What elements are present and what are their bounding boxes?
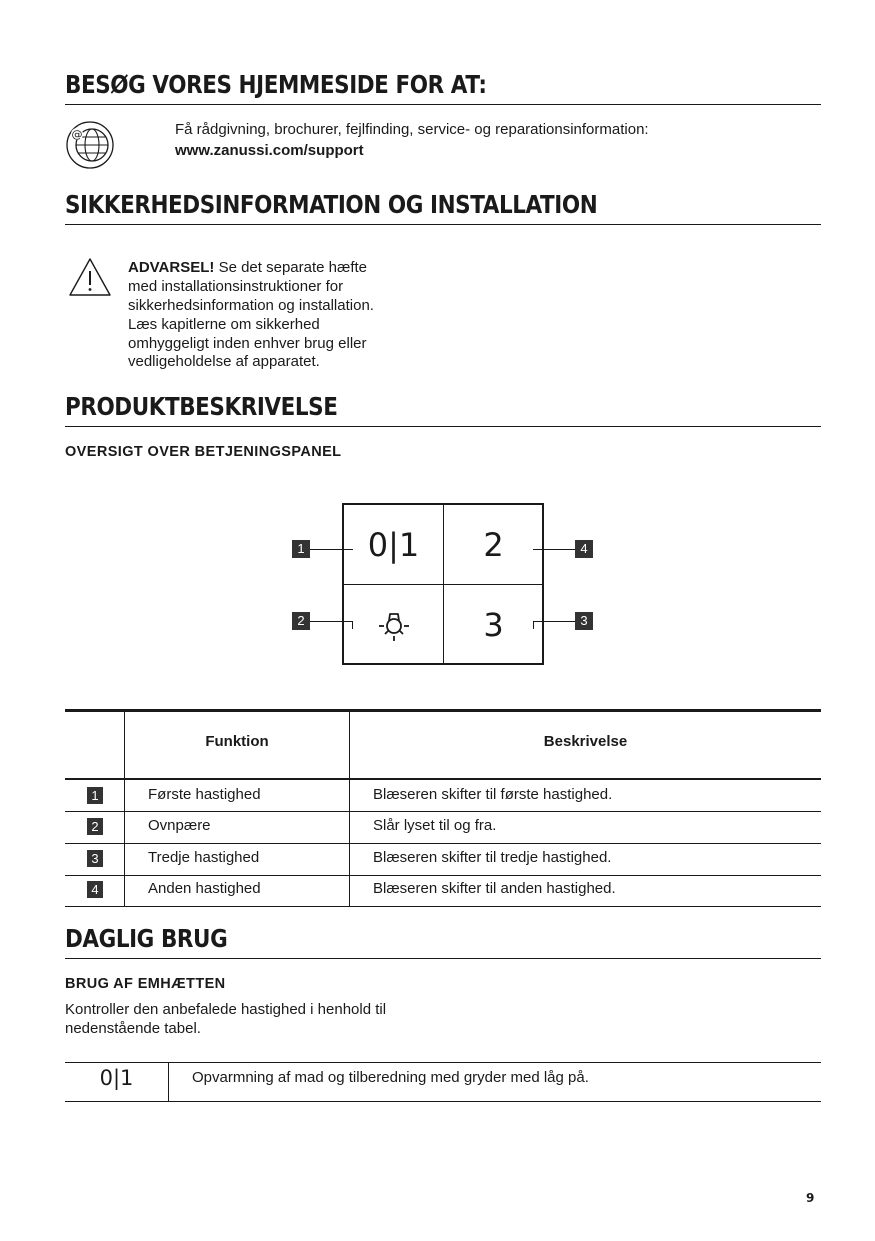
table-border bbox=[65, 778, 821, 780]
column-header-function: Funktion bbox=[205, 733, 269, 750]
table-border bbox=[65, 1101, 821, 1102]
intro-line: nedenstående tabel. bbox=[65, 1020, 201, 1037]
column-header-description: Beskrivelse bbox=[543, 733, 628, 750]
callout-line bbox=[533, 621, 534, 629]
warning-line: Læs kapitlerne om sikkerhed bbox=[128, 316, 320, 333]
warning-line: omhyggeligt inden enhver brug eller bbox=[128, 335, 367, 352]
row-number: 3 bbox=[87, 850, 103, 867]
table-border bbox=[65, 811, 821, 812]
table-border bbox=[65, 906, 821, 907]
callout-3: 3 bbox=[575, 612, 593, 630]
page-number: 9 bbox=[806, 1191, 815, 1205]
key-speed-3[interactable]: 3 bbox=[483, 605, 504, 644]
row-number: 4 bbox=[87, 881, 103, 898]
control-panel bbox=[342, 503, 544, 665]
table-cell-description: Blæseren skifter til anden hastighed. bbox=[373, 880, 616, 897]
warning-block bbox=[128, 258, 428, 277]
callout-4: 4 bbox=[575, 540, 593, 558]
row-number: 2 bbox=[87, 818, 103, 835]
website-url-link[interactable]: www.zanussi.com/support bbox=[175, 142, 364, 159]
callout-line bbox=[352, 621, 353, 629]
warning-line: vedligeholdelse af apparatet. bbox=[128, 353, 320, 370]
warning-line: Se det separate hæfte bbox=[218, 259, 367, 276]
section-title-website: BESØG VORES HJEMMESIDE FOR AT: bbox=[65, 70, 487, 99]
key-speed-2[interactable]: 2 bbox=[483, 525, 504, 564]
subsection-title-panel: OVERSIGT OVER BETJENINGSPANEL bbox=[65, 444, 342, 460]
table-cell-function: Første hastighed bbox=[148, 786, 261, 803]
table-cell-description: Slår lyset til og fra. bbox=[373, 817, 497, 834]
warning-line: sikkerhedsinformation og installation. bbox=[128, 297, 374, 314]
speed-key-on-off: 0|1 bbox=[99, 1066, 134, 1090]
subsection-title-hood: BRUG AF EMHÆTTEN bbox=[65, 976, 226, 992]
callout-line bbox=[310, 549, 353, 550]
table-cell-description: Blæseren skifter til første hastighed. bbox=[373, 786, 613, 803]
warning-line: med installationsinstruktioner for bbox=[128, 278, 344, 295]
divider bbox=[65, 224, 821, 225]
callout-line bbox=[533, 621, 575, 622]
table-cell-description: Blæseren skifter til tredje hastighed. bbox=[373, 849, 612, 866]
callout-line bbox=[533, 549, 575, 550]
speed-table bbox=[65, 1062, 821, 1102]
speed-description: Opvarmning af mad og tilberedning med gryder med låg på. bbox=[192, 1069, 589, 1086]
globe-at-icon bbox=[65, 120, 115, 170]
key-light[interactable] bbox=[344, 585, 443, 664]
table-border bbox=[65, 709, 821, 712]
row-number: 1 bbox=[87, 787, 103, 804]
table-border bbox=[65, 1062, 821, 1063]
divider bbox=[65, 104, 821, 105]
key-on-off[interactable]: 0|1 bbox=[367, 525, 420, 564]
divider bbox=[65, 426, 821, 427]
callout-line bbox=[310, 621, 352, 622]
warning-triangle-icon bbox=[68, 257, 112, 297]
callout-1: 1 bbox=[292, 540, 310, 558]
warning-label: ADVARSEL! bbox=[128, 259, 215, 276]
section-title-product: PRODUKTBESKRIVELSE bbox=[65, 392, 338, 421]
website-text: Få rådgivning, brochurer, fejlfinding, service- og reparationsinformation: bbox=[175, 121, 649, 138]
table-border bbox=[65, 843, 821, 844]
table-cell-function: Tredje hastighed bbox=[148, 849, 260, 866]
table-border bbox=[168, 1062, 169, 1102]
divider bbox=[65, 958, 821, 959]
table-cell-function: Anden hastighed bbox=[148, 880, 261, 897]
section-title-safety: SIKKERHEDSINFORMATION OG INSTALLATION bbox=[65, 190, 598, 219]
light-bulb-icon bbox=[374, 605, 414, 645]
table-cell-function: Ovnpære bbox=[148, 817, 211, 834]
table-border bbox=[65, 875, 821, 876]
svg-text:@: @ bbox=[71, 128, 83, 141]
callout-2: 2 bbox=[292, 612, 310, 630]
intro-line: Kontroller den anbefalede hastighed i henhold til bbox=[65, 1001, 387, 1018]
section-title-daily: DAGLIG BRUG bbox=[65, 924, 228, 953]
